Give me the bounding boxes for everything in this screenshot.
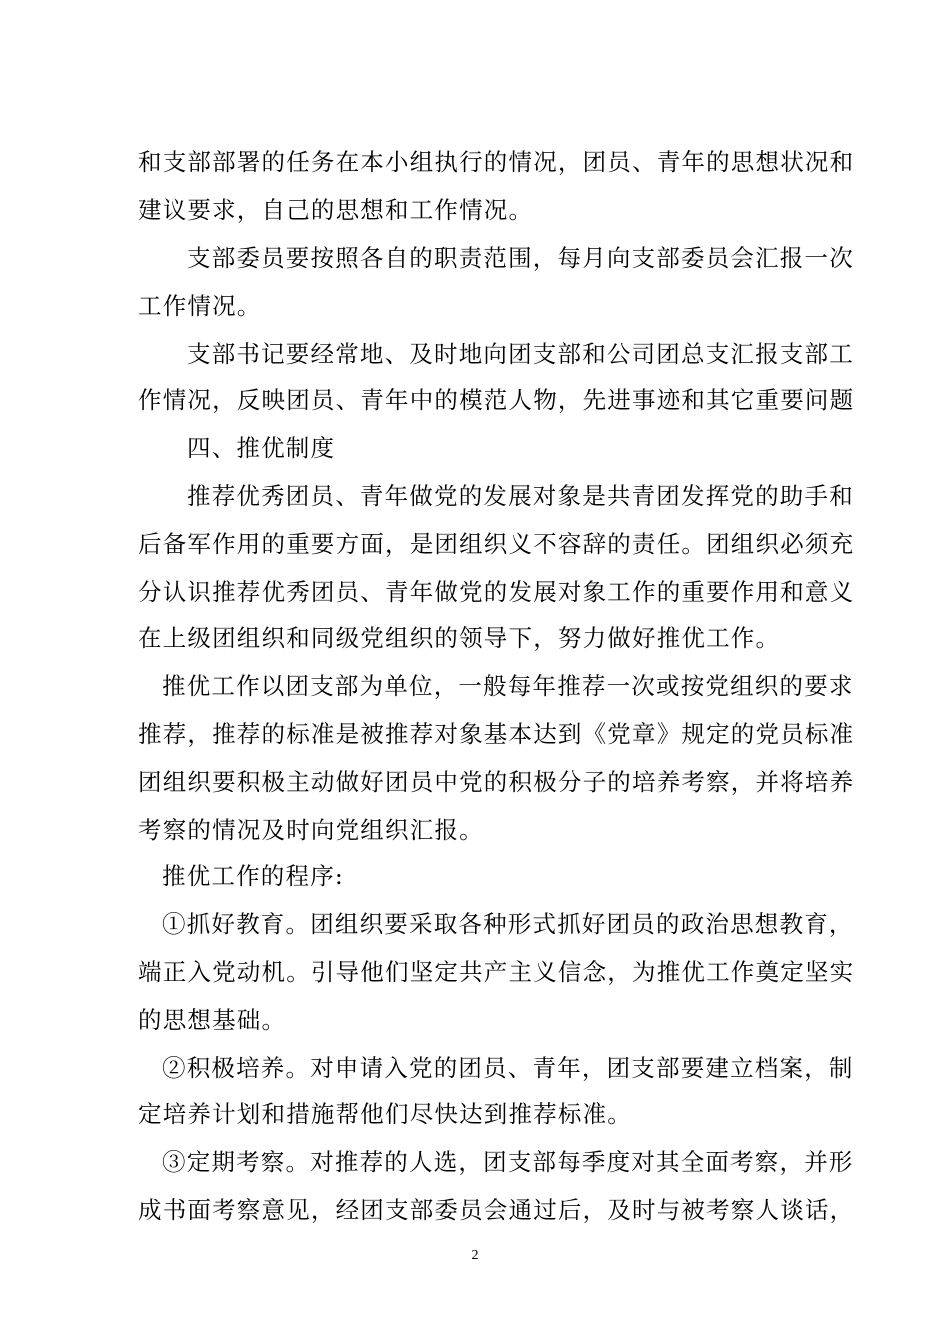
text-line: 作情况，反映团员、青年中的模范人物，先进事迹和其它重要问题 <box>138 386 855 414</box>
section-heading: 四、推优制度 <box>187 434 336 462</box>
text-line: 分认识推荐优秀团员、青年做党的发展对象工作的重要作用和意义 <box>138 578 855 606</box>
text-line: 推荐优秀团员、青年做党的发展对象是共青团发挥党的助手和 <box>187 482 854 510</box>
text-line: 在上级团组织和同级党组织的领导下，努力做好推优工作。 <box>138 624 781 652</box>
text-line: 推优工作的程序: <box>162 862 345 890</box>
text-line: 支部书记要经常地、及时地向团支部和公司团总支汇报支部工 <box>187 340 854 368</box>
text-line: 后备军作用的重要方面，是团组织义不容辞的责任。团组织必须充 <box>138 530 855 558</box>
text-line: 团组织要积极主动做好团员中党的积极分子的培养考察，并将培养 <box>138 768 855 796</box>
text-line: 考察的情况及时向党组织汇报。 <box>138 816 484 844</box>
text-line: ②积极培养。对申请入党的团员、青年，团支部要建立档案，制 <box>162 1054 854 1082</box>
text-line: 定培养计划和措施帮他们尽快达到推荐标准。 <box>138 1100 632 1128</box>
text-line: 的思想基础。 <box>138 1006 287 1034</box>
text-line: 端正入党动机。引导他们坚定共产主义信念，为推优工作奠定坚实 <box>138 958 855 986</box>
text-line: ①抓好教育。团组织要采取各种形式抓好团员的政治思想教育， <box>162 910 854 938</box>
text-line: 和支部部署的任务在本小组执行的情况，团员、青年的思想状况和 <box>138 148 855 176</box>
text-line: 建议要求，自己的思想和工作情况。 <box>138 196 534 224</box>
page-number: 2 <box>471 1248 479 1263</box>
text-line: 支部委员要按照各自的职责范围，每月向支部委员会汇报一次 <box>187 244 854 272</box>
text-line: 推优工作以团支部为单位，一般每年推荐一次或按党组织的要求 <box>162 672 854 700</box>
text-line: 成书面考察意见，经团支部委员会通过后，及时与被考察人谈话， <box>138 1196 855 1224</box>
text-line: ③定期考察。对推荐的人选，团支部每季度对其全面考察，并形 <box>162 1148 854 1176</box>
text-line: 工作情况。 <box>138 292 262 320</box>
text-line: 推荐，推荐的标准是被推荐对象基本达到《党章》规定的党员标准 <box>138 720 855 748</box>
